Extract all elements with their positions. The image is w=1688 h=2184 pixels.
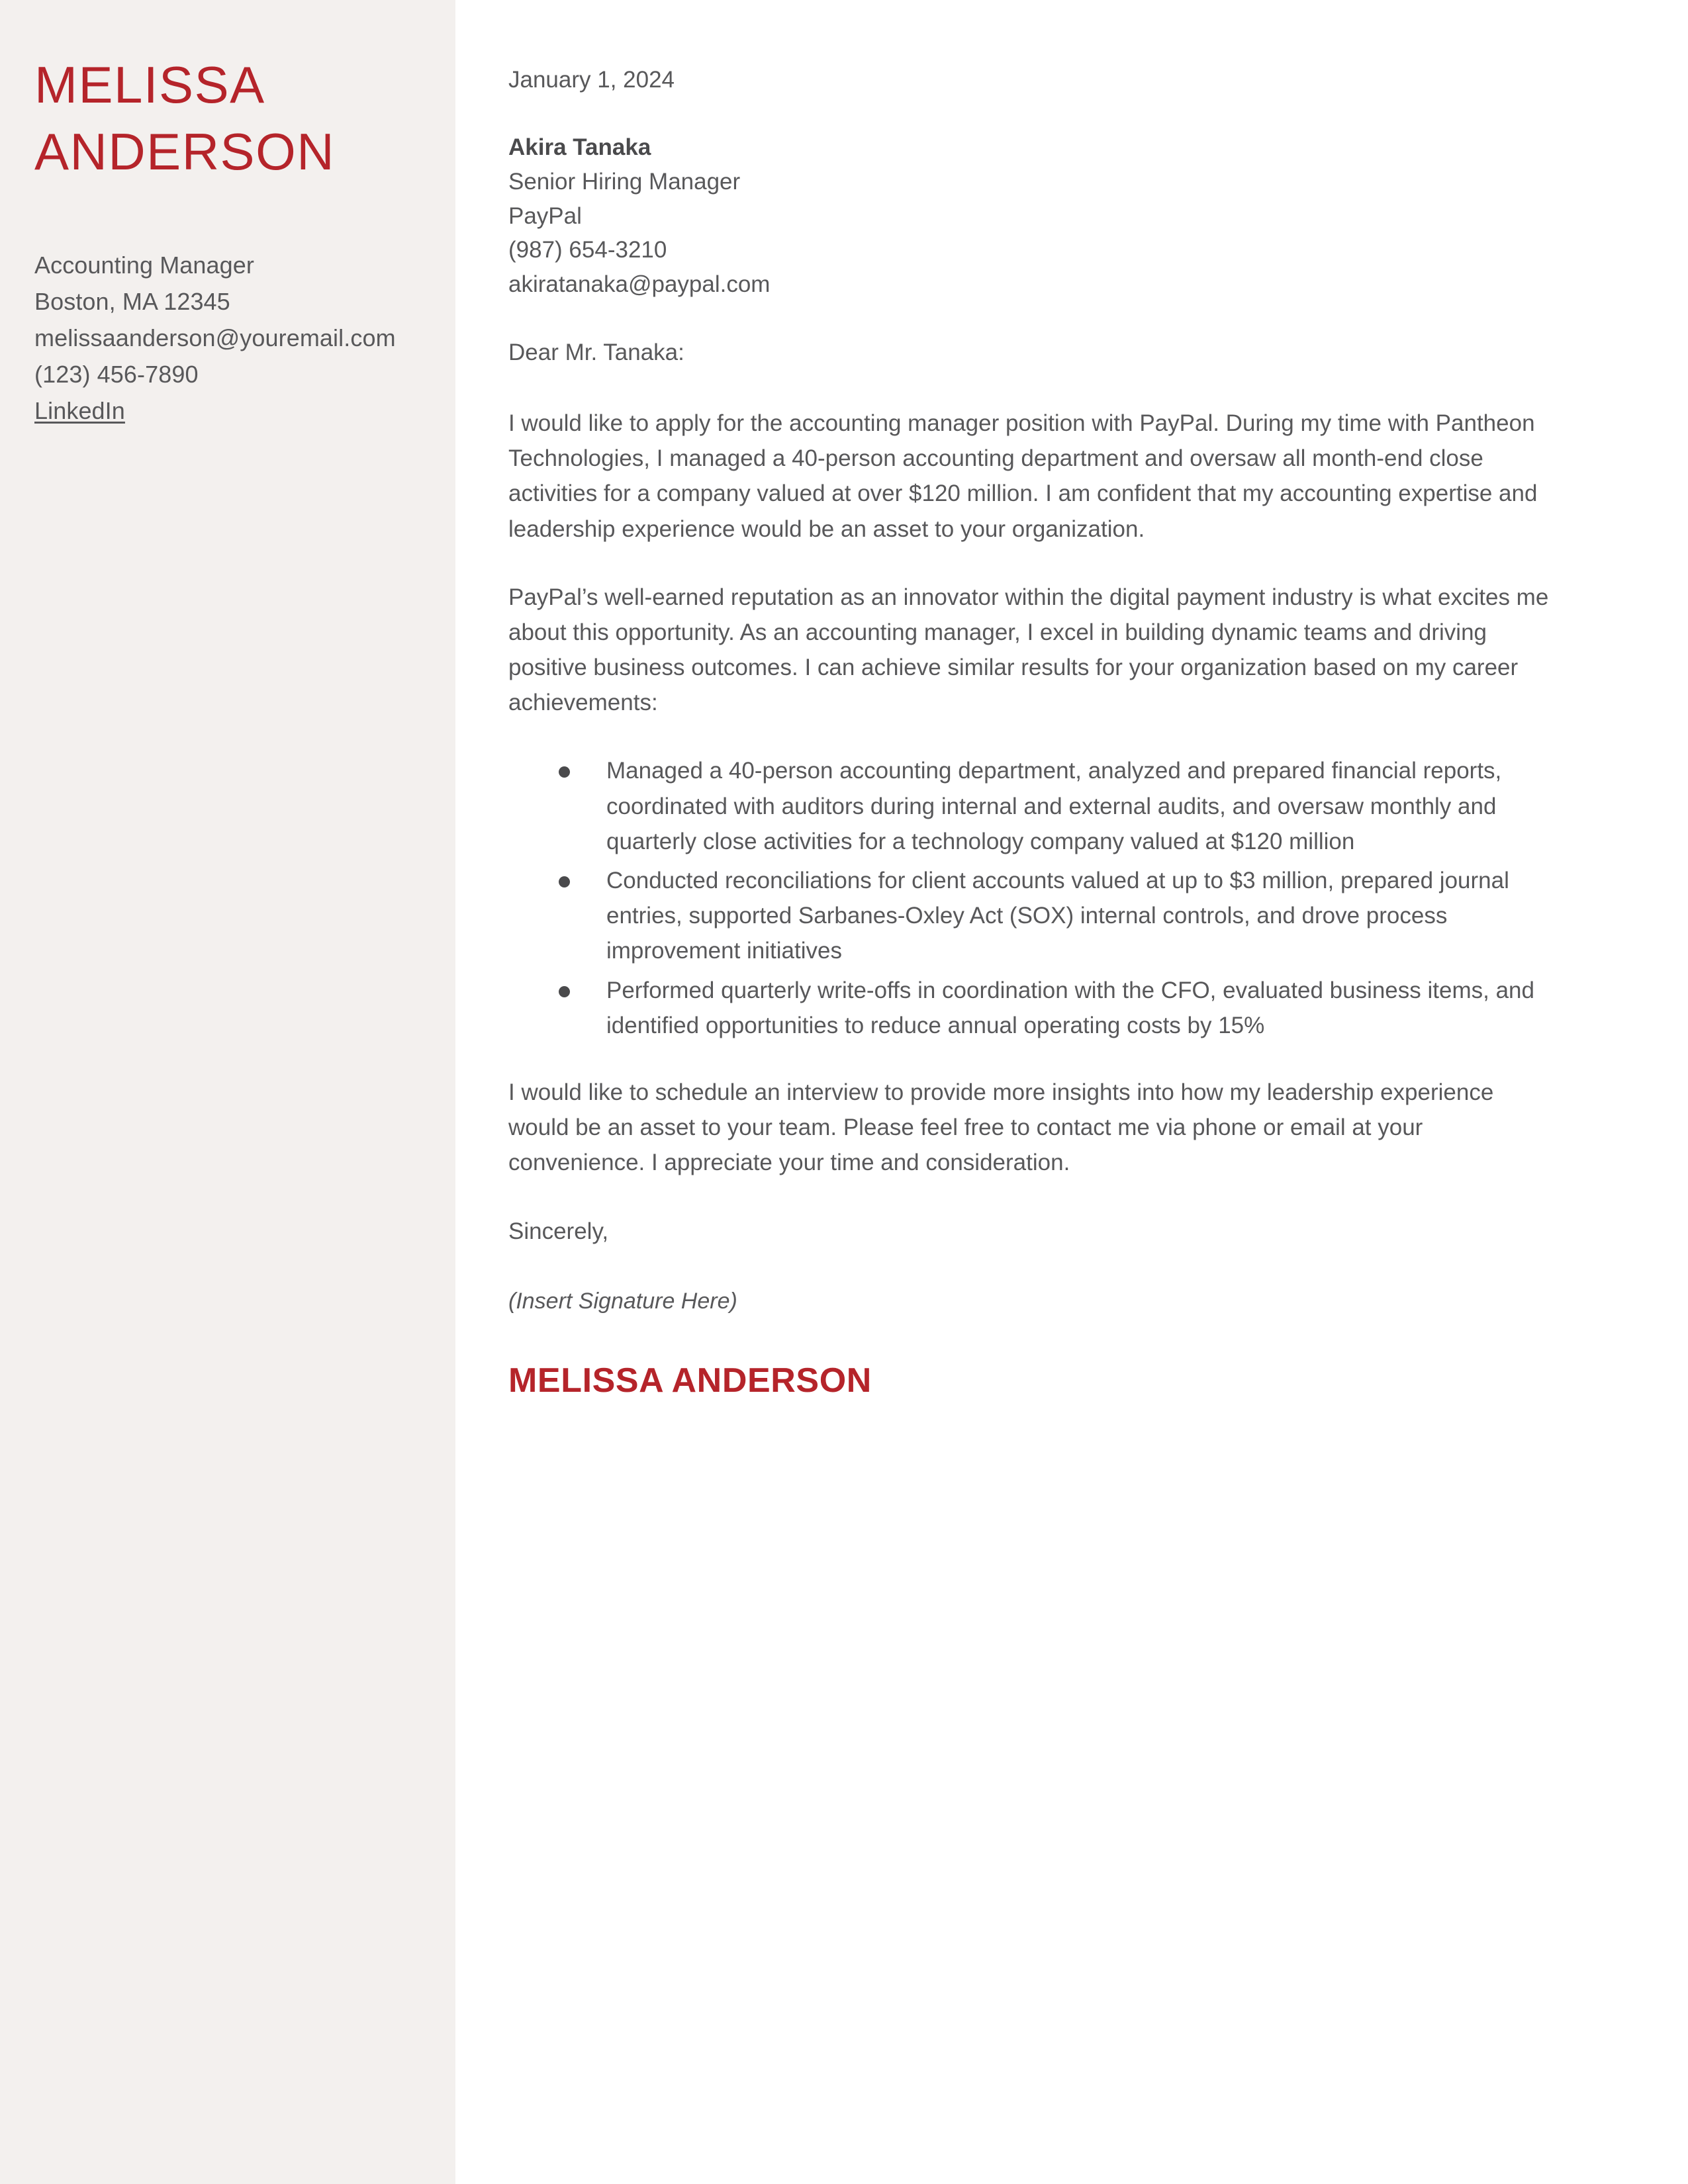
bullet-icon: [559, 986, 570, 997]
list-item: [508, 753, 1556, 859]
signature-placeholder: (Insert Signature Here): [508, 1288, 737, 1314]
bullet-icon: [559, 766, 570, 778]
paragraph-motivation: PayPal’s well-earned reputation as an innovator within the digital payment industry is what excites me about this opportunity. As an accounting manager, I excel in building dynamic teams and driving positive business outcomes. I can achieve similar results for your organization based on my career achievements:: [508, 584, 1549, 716]
applicant-last-name: ANDERSON: [34, 122, 336, 181]
recipient-phone: (987) 654-3210: [508, 237, 667, 263]
contact-phone: (123) 456-7890: [34, 361, 199, 388]
letter-body: [455, 0, 1688, 2184]
achievement-text: Managed a 40-person accounting department, analyzed and prepared financial reports, coordinated with auditors during internal and external audits, and oversaw monthly and quarterly close activities for a technology company valued at $120 million: [606, 758, 1502, 854]
recipient-company: PayPal: [508, 203, 582, 229]
bullet-icon: [559, 876, 570, 887]
list-item: [508, 863, 1556, 969]
paragraph-intro: I would like to apply for the accounting manager position with PayPal. During my time with Pantheon Technologies, I managed a 40-person accounting department and oversaw all month-end close activities for a company valued at over $120 million. I am confident that my accounting expertise and leadership experience would be an asset to your organization.: [508, 410, 1538, 542]
sidebar-contact-panel: [0, 0, 455, 2184]
salutation: Dear Mr. Tanaka:: [508, 339, 684, 365]
achievement-text: Conducted reconciliations for client accounts valued at up to $3 million, prepared journal entries, supported Sarbanes-Oxley Act (SOX) internal controls, and drove process improvement initiatives: [606, 868, 1509, 964]
achievements-list: [508, 753, 1556, 1043]
contact-email[interactable]: melissaanderson@youremail.com: [34, 324, 396, 351]
applicant-first-name: MELISSA: [34, 56, 265, 114]
contact-linkedin-link[interactable]: LinkedIn: [34, 397, 125, 425]
recipient-name: Akira Tanaka: [508, 134, 651, 160]
paragraph-closing: I would like to schedule an interview to provide more insights into how my leadership experience would be an asset to your team. Please feel free to contact me via phone or email at your convenience. I appreciate your time and consideration.: [508, 1079, 1494, 1176]
letter-date: January 1, 2024: [508, 67, 675, 93]
signature-name: MELISSA ANDERSON: [508, 1361, 872, 1400]
recipient-block: [508, 130, 1556, 302]
achievement-text: Performed quarterly write-offs in coordination with the CFO, evaluated business items, and identified opportunities to reduce annual operating costs by 15%: [606, 977, 1534, 1038]
page-title: [34, 52, 392, 186]
contact-job-title: Accounting Manager: [34, 251, 255, 279]
contact-info-block: [34, 247, 425, 429]
recipient-title: Senior Hiring Manager: [508, 168, 741, 195]
list-item: [508, 973, 1556, 1043]
signoff: Sincerely,: [508, 1218, 609, 1244]
contact-location: Boston, MA 12345: [34, 287, 230, 315]
recipient-email[interactable]: akiratanaka@paypal.com: [508, 271, 771, 298]
